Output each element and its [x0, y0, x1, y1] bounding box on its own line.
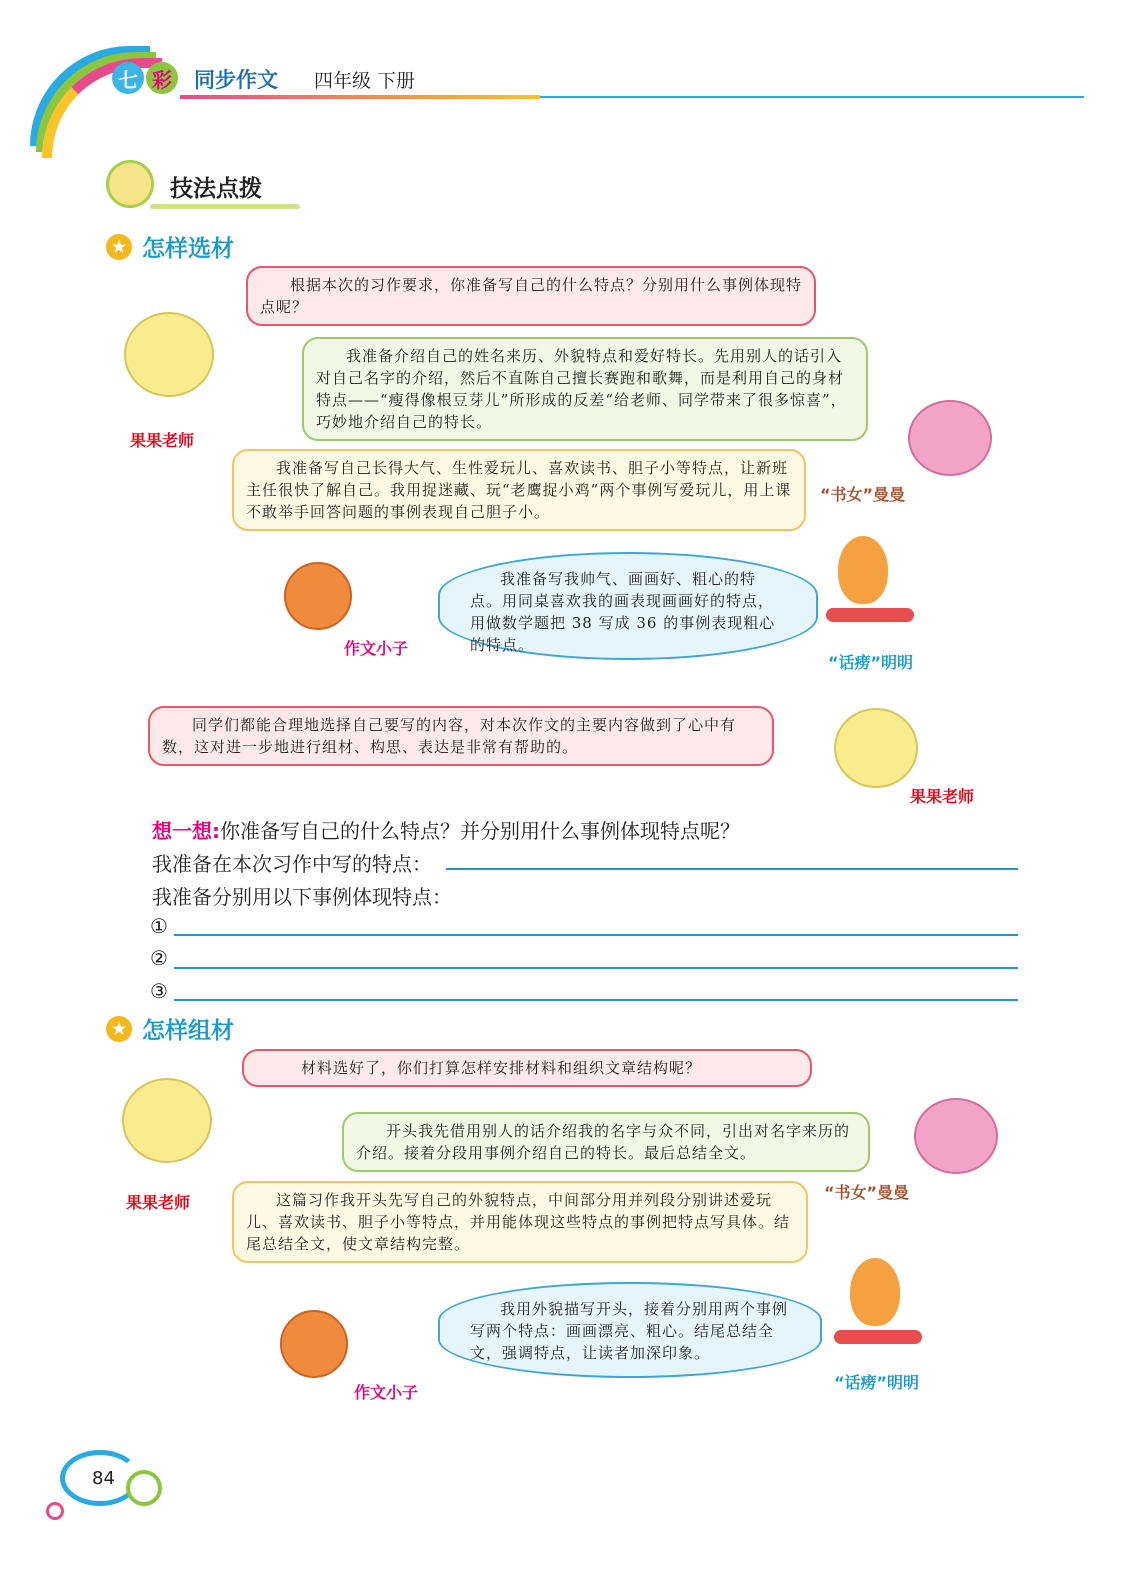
- section-heading-2: [106, 1012, 234, 1045]
- item-number: ①: [150, 914, 168, 938]
- speech-bubble: 材料选好了，你们打算怎样安排材料和组织文章结构呢？: [242, 1049, 812, 1087]
- section-title: 怎样组材: [142, 1017, 234, 1044]
- character-name: “书女”曼曼: [820, 485, 906, 504]
- answer-line[interactable]: [174, 967, 1018, 969]
- page-number: 84: [92, 1468, 115, 1489]
- decor-circle: [46, 1502, 64, 1520]
- star-icon: ★: [106, 234, 132, 260]
- section-title: 怎样选材: [142, 235, 234, 262]
- skateboard-icon: [826, 608, 914, 622]
- xiaozi-character: [284, 562, 352, 630]
- teacher-apple-character: [834, 708, 918, 788]
- section-main-title: 技法点拨: [170, 176, 262, 202]
- character-name: 作文小子: [344, 639, 409, 658]
- star-icon: ★: [106, 1016, 132, 1042]
- brand-logo: [112, 62, 178, 94]
- section-heading-1: [106, 230, 234, 263]
- answer-line[interactable]: [446, 868, 1018, 870]
- brand-char: 七: [112, 62, 144, 94]
- speech-bubble: 我准备写自己长得大气、生性爱玩儿、喜欢读书、胆子小等特点，让新班主任很快了解自己。我用捉迷藏、玩“老鹰捉小鸡”两个事例写爱玩儿，用上课不敢举手回答问题的事例表现自己胆子小。: [232, 449, 806, 531]
- character-name: 果果老师: [910, 787, 975, 806]
- shunv-character: [914, 1098, 998, 1174]
- character-name: 果果老师: [126, 1193, 191, 1212]
- speech-bubble: 根据本次的习作要求，你准备写自己的什么特点？分别用什么事例体现特点呢？: [246, 266, 816, 326]
- mingming-character: [838, 536, 888, 604]
- speech-bubble: 我准备介绍自己的姓名来历、外貌特点和爱好特长。先用别人的话引入对自己名字的介绍，然后不直陈自己擅长赛跑和歌舞，而是利用自己的身材特点——“瘦得像根豆芽儿”所形成的反差“给老师、同学带来了很多惊喜”，巧妙地介绍自己的特长。: [302, 337, 868, 441]
- think-question: 你准备写自己的什么特点？并分别用什么事例体现特点呢？: [220, 819, 740, 843]
- teacher-apple-character: [124, 312, 214, 397]
- prompt-label: 我准备在本次习作中写的特点：: [152, 852, 432, 876]
- thought-bubble: 我用外貌描写开头，接着分别用两个事例写两个特点：画画漂亮、粗心。结尾总结全文，强调特点，让读者加深印象。: [438, 1282, 822, 1378]
- speech-bubble: 这篇习作我开头先写自己的外貌特点，中间部分用并列段分别讲述爱玩儿、喜欢读书、胆子小等特点，并用能体现这些特点的事例把特点写具体。结尾总结全文，使文章结构完整。: [232, 1181, 808, 1263]
- character-name: 果果老师: [130, 431, 195, 450]
- shunv-character: [908, 400, 992, 476]
- header-rule: [540, 96, 1084, 98]
- speech-bubble: 开头我先借用别人的话介绍我的名字与众不同，引出对名字来历的介绍。接着分段用事例介绍自己的特长。最后总结全文。: [342, 1112, 870, 1172]
- mingming-character: [850, 1258, 900, 1326]
- grade-label: 四年级 下册: [314, 70, 416, 92]
- answer-line[interactable]: [174, 934, 1018, 936]
- teacher-apple-character: [122, 1078, 212, 1163]
- character-name: “书女”曼曼: [824, 1183, 910, 1202]
- answer-line[interactable]: [174, 999, 1018, 1001]
- item-number: ②: [150, 946, 168, 970]
- character-name: “话痨”明明: [834, 1373, 920, 1392]
- character-name: 作文小子: [354, 1383, 419, 1402]
- brand-char: 彩: [146, 62, 178, 94]
- thought-bubble: 我准备写我帅气、画画好、粗心的特点。用同桌喜欢我的画表现画画好的特点，用做数学题把 38 写成 36 的事例表现粗心的特点。: [438, 552, 818, 660]
- prompt-label: 我准备分别用以下事例体现特点：: [152, 885, 452, 909]
- think-label: 想一想:: [152, 819, 220, 843]
- header-rule: [180, 95, 540, 99]
- item-number: ③: [150, 979, 168, 1003]
- heading-underline: [150, 204, 300, 209]
- series-title: 同步作文: [194, 67, 278, 92]
- skateboard-icon: [834, 1330, 922, 1344]
- character-name: “话痨”明明: [828, 653, 914, 672]
- mascot-icon: [106, 160, 154, 208]
- pencil-icon: [126, 1470, 162, 1506]
- speech-bubble: 同学们都能合理地选择自己要写的内容，对本次作文的主要内容做到了心中有数，这对进一步地进行组材、构思、表达是非常有帮助的。: [148, 706, 774, 766]
- xiaozi-character: [280, 1310, 348, 1378]
